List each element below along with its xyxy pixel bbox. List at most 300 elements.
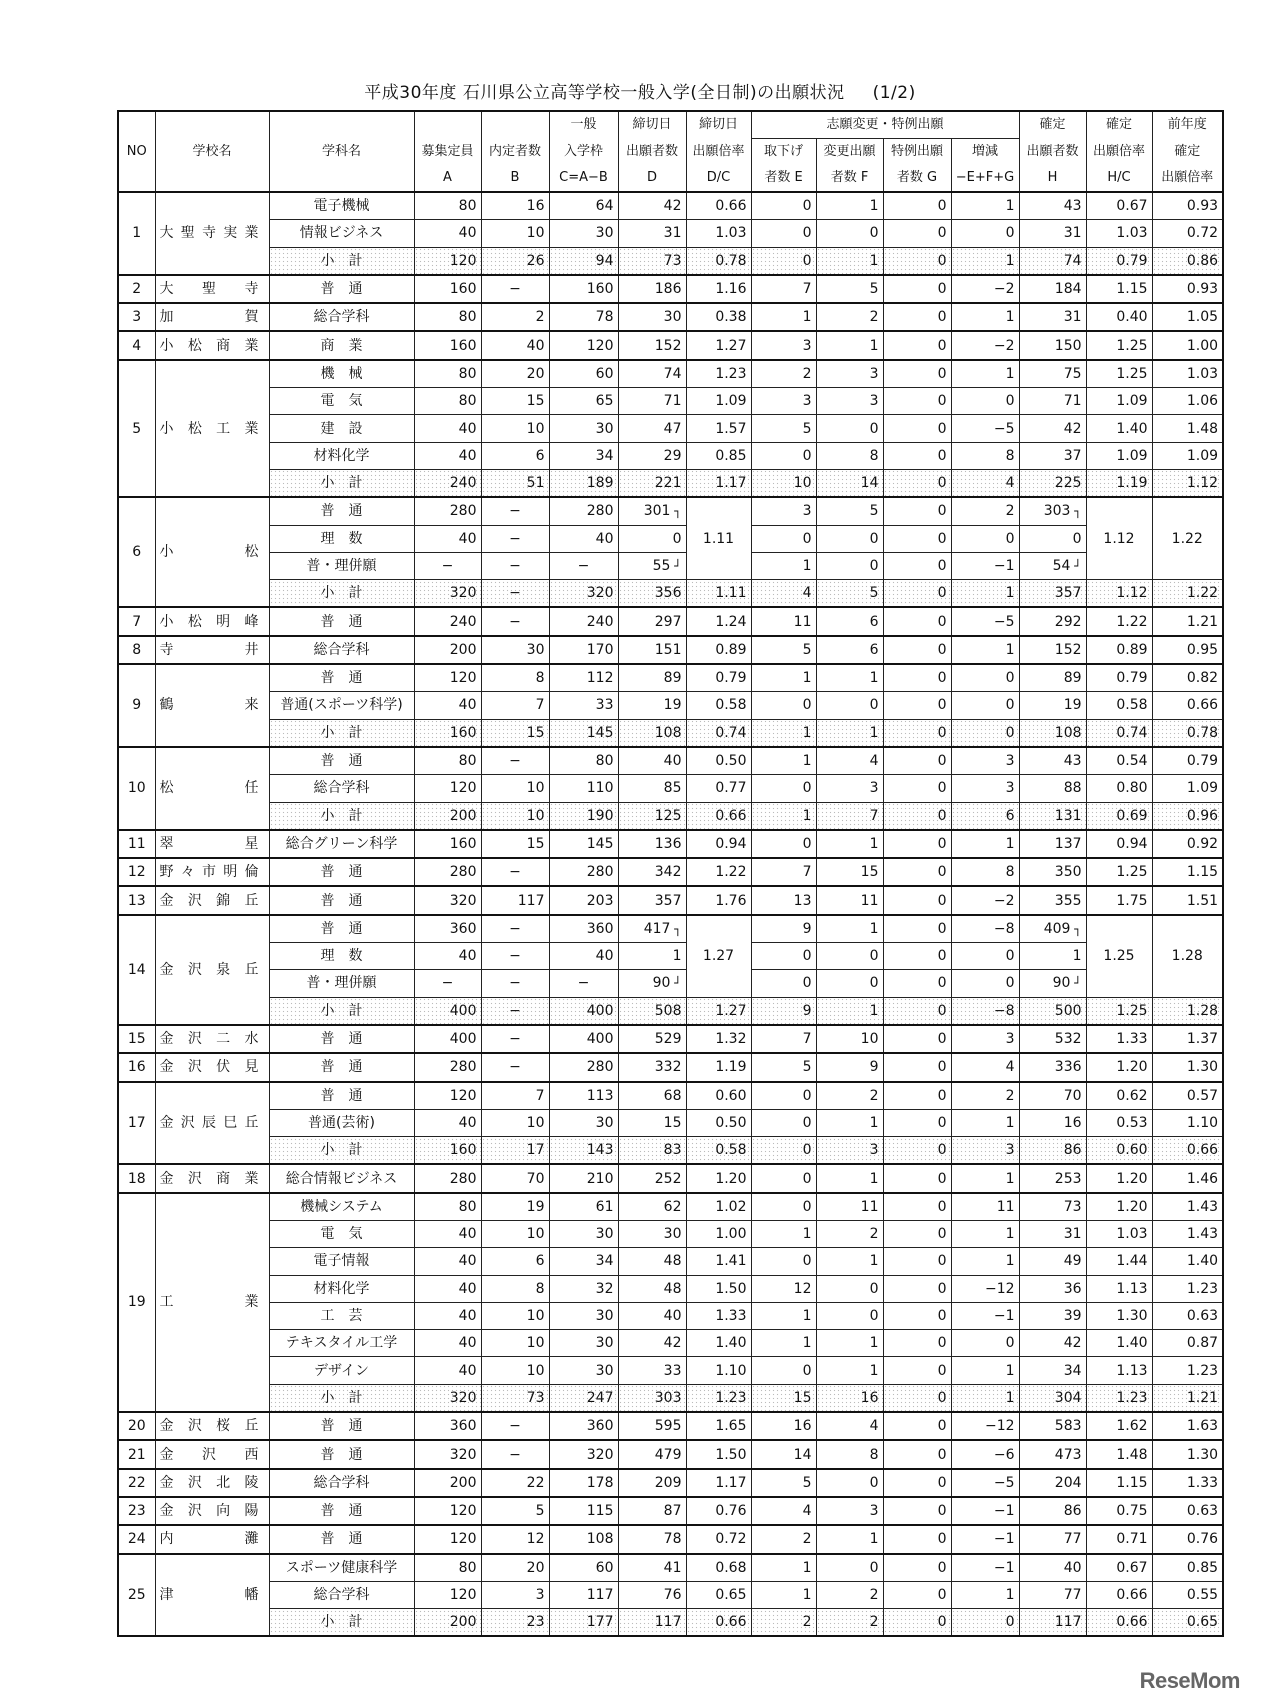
department-name: 総合学科 — [269, 775, 414, 802]
school-number: 20 — [118, 1412, 155, 1440]
cell-a: 40 — [414, 1302, 481, 1329]
cell-hc: 1.15 — [1086, 275, 1152, 303]
cell-diff: 1 — [951, 1220, 1019, 1247]
table-row — [118, 1554, 1223, 1582]
cell-diff: 1 — [951, 1357, 1019, 1384]
cell-hc: 1.20 — [1086, 1053, 1152, 1081]
cell-e: 0 — [751, 1357, 816, 1384]
cell-d: 41 — [618, 1554, 686, 1582]
cell-b: − — [481, 607, 549, 635]
table-row — [118, 1248, 1223, 1275]
department-name: 機 械 — [269, 360, 414, 388]
cell-g: 0 — [883, 692, 951, 719]
cell-e: 10 — [751, 469, 816, 497]
cell-b: − — [481, 997, 549, 1025]
department-name: 普 通 — [269, 1053, 414, 1081]
cell-prev: 0.76 — [1152, 1525, 1223, 1553]
cell-diff: 1 — [951, 360, 1019, 388]
cell-dc: 0.89 — [686, 636, 751, 664]
cell-e: 1 — [751, 1330, 816, 1357]
department-name: 総合情報ビジネス — [269, 1164, 414, 1192]
cell-e: 14 — [751, 1440, 816, 1468]
cell-f: 1 — [816, 1109, 883, 1136]
cell-dc: 1.65 — [686, 1412, 751, 1440]
school-number: 22 — [118, 1469, 155, 1497]
prev-merged-ratio: 1.28 — [1152, 915, 1223, 997]
cell-d: 40 — [618, 1302, 686, 1329]
department-name: 小 計 — [269, 1137, 414, 1165]
header-d-3: D — [618, 165, 686, 192]
cell-e: 1 — [751, 747, 816, 775]
cell-g: 0 — [883, 1412, 951, 1440]
cell-hc: 1.62 — [1086, 1412, 1152, 1440]
cell-dc: 0.85 — [686, 442, 751, 469]
cell-diff: −8 — [951, 997, 1019, 1025]
department-name: 電子情報 — [269, 1248, 414, 1275]
cell-hc: 1.75 — [1086, 886, 1152, 914]
cell-f: 4 — [816, 1412, 883, 1440]
cell-g: 0 — [883, 775, 951, 802]
cell-h: 73 — [1019, 1193, 1086, 1221]
cell-h: 43 — [1019, 192, 1086, 220]
bracket-icon: ┘ — [670, 559, 682, 573]
department-name: 総合学科 — [269, 636, 414, 664]
cell-h: 409 ┐ — [1019, 915, 1086, 943]
table-row — [118, 1220, 1223, 1247]
header-diff-2: −E+F+G — [951, 165, 1019, 192]
cell-prev: 1.43 — [1152, 1193, 1223, 1221]
cell-diff: −1 — [951, 552, 1019, 579]
department-name: 工 芸 — [269, 1302, 414, 1329]
school-number: 3 — [118, 303, 155, 331]
cell-d: 40 — [618, 747, 686, 775]
school-name: 寺井 — [155, 636, 269, 664]
cell-b: − — [481, 915, 549, 943]
table-row — [118, 1137, 1223, 1165]
cell-h: 532 — [1019, 1025, 1086, 1053]
department-name: 普・理併願 — [269, 970, 414, 997]
cell-diff: 1 — [951, 1581, 1019, 1608]
cell-g: 0 — [883, 442, 951, 469]
cell-diff: 1 — [951, 1109, 1019, 1136]
cell-a: 200 — [414, 1469, 481, 1497]
bracket-icon: ┘ — [1070, 976, 1082, 991]
cell-dc: 1.09 — [686, 388, 751, 415]
cell-g: 0 — [883, 997, 951, 1025]
department-name: 普 通 — [269, 497, 414, 525]
cell-d: 529 — [618, 1025, 686, 1053]
school-number: 11 — [118, 830, 155, 858]
department-name: 普 通 — [269, 1082, 414, 1110]
cell-h: 583 — [1019, 1412, 1086, 1440]
cell-a: − — [414, 970, 481, 997]
application-status-table — [117, 110, 1224, 1637]
school-name: 大聖寺実業 — [155, 192, 269, 275]
cell-e: 7 — [751, 1025, 816, 1053]
cell-d: 42 — [618, 1330, 686, 1357]
cell-f: 3 — [816, 775, 883, 802]
cell-diff: 0 — [951, 1330, 1019, 1357]
cell-hc: 0.66 — [1086, 1581, 1152, 1608]
cell-a: 80 — [414, 388, 481, 415]
header-school: 学校名 — [155, 111, 269, 192]
cell-h: 54 ┘ — [1019, 552, 1086, 579]
cell-d: 30 — [618, 1220, 686, 1247]
cell-h: 350 — [1019, 858, 1086, 886]
cell-c: 113 — [549, 1082, 618, 1110]
cell-g: 0 — [883, 915, 951, 943]
cell-hc: 0.62 — [1086, 1082, 1152, 1110]
cell-d: 595 — [618, 1412, 686, 1440]
cell-g: 0 — [883, 830, 951, 858]
header-d-2: 出願者数 — [618, 139, 686, 166]
school-name: 翠星 — [155, 830, 269, 858]
cell-f: 6 — [816, 636, 883, 664]
cell-c: 189 — [549, 469, 618, 497]
cell-c: 32 — [549, 1275, 618, 1302]
table-row — [118, 303, 1223, 331]
cell-h: 292 — [1019, 607, 1086, 635]
cell-prev: 0.66 — [1152, 1137, 1223, 1165]
bracket-icon: ┘ — [670, 976, 682, 991]
cell-e: 7 — [751, 858, 816, 886]
header-dc-2: 出願倍率 — [686, 139, 751, 166]
cell-c: 33 — [549, 692, 618, 719]
cell-f: 0 — [816, 943, 883, 970]
cell-d: 417 ┐ — [618, 915, 686, 943]
cell-g: 0 — [883, 1609, 951, 1637]
cell-c: 117 — [549, 1581, 618, 1608]
cell-dc: 1.33 — [686, 1302, 751, 1329]
school-number: 5 — [118, 360, 155, 497]
cell-a: 360 — [414, 915, 481, 943]
cell-prev: 1.09 — [1152, 442, 1223, 469]
cell-c: − — [549, 970, 618, 997]
cell-hc: 1.44 — [1086, 1248, 1152, 1275]
cell-c: 30 — [549, 1330, 618, 1357]
cell-diff: −12 — [951, 1275, 1019, 1302]
cell-d: 48 — [618, 1248, 686, 1275]
cell-g: 0 — [883, 1302, 951, 1329]
school-name: 内灘 — [155, 1525, 269, 1553]
header-h-3: H — [1019, 165, 1086, 192]
cell-diff: −2 — [951, 331, 1019, 359]
cell-g: 0 — [883, 303, 951, 331]
table-row — [118, 525, 1223, 552]
cell-e: 7 — [751, 275, 816, 303]
cell-d: 19 — [618, 692, 686, 719]
cell-e: 16 — [751, 1412, 816, 1440]
cell-f: 0 — [816, 1554, 883, 1582]
cell-diff: −8 — [951, 915, 1019, 943]
cell-a: 240 — [414, 607, 481, 635]
school-name: 金沢向陽 — [155, 1497, 269, 1525]
table-row — [118, 497, 1223, 525]
cell-prev: 0.96 — [1152, 802, 1223, 830]
cell-h: 204 — [1019, 1469, 1086, 1497]
department-name: スポーツ健康科学 — [269, 1554, 414, 1582]
cell-dc: 0.77 — [686, 775, 751, 802]
cell-d: 332 — [618, 1053, 686, 1081]
cell-e: 4 — [751, 1497, 816, 1525]
cell-f: 0 — [816, 552, 883, 579]
cell-f: 3 — [816, 388, 883, 415]
cell-d: 85 — [618, 775, 686, 802]
school-number: 1 — [118, 192, 155, 275]
cell-prev: 0.66 — [1152, 692, 1223, 719]
cell-prev: 0.79 — [1152, 747, 1223, 775]
cell-g: 0 — [883, 858, 951, 886]
cell-h: 150 — [1019, 331, 1086, 359]
school-name: 金沢辰巳丘 — [155, 1082, 269, 1165]
cell-g: 0 — [883, 220, 951, 247]
cell-d: 303 — [618, 1384, 686, 1412]
department-name: 普 通 — [269, 1497, 414, 1525]
department-name: 普 通 — [269, 1525, 414, 1553]
table-row — [118, 1109, 1223, 1136]
cell-f: 1 — [816, 664, 883, 692]
cell-a: 120 — [414, 247, 481, 275]
cell-diff: 0 — [951, 692, 1019, 719]
cell-b: 40 — [481, 331, 549, 359]
cell-diff: −12 — [951, 1412, 1019, 1440]
cell-hc: 1.25 — [1086, 858, 1152, 886]
cell-h: 77 — [1019, 1525, 1086, 1553]
cell-h: 31 — [1019, 1220, 1086, 1247]
cell-f: 5 — [816, 275, 883, 303]
cell-diff: 3 — [951, 1025, 1019, 1053]
cell-hc: 1.48 — [1086, 1440, 1152, 1468]
cell-g: 0 — [883, 1248, 951, 1275]
cell-dc: 0.58 — [686, 692, 751, 719]
cell-a: 400 — [414, 1025, 481, 1053]
cell-b: 8 — [481, 1275, 549, 1302]
cell-hc: 1.12 — [1086, 580, 1152, 608]
cell-h: 75 — [1019, 360, 1086, 388]
cell-hc: 1.25 — [1086, 997, 1152, 1025]
cell-dc: 1.41 — [686, 1248, 751, 1275]
cell-g: 0 — [883, 1109, 951, 1136]
cell-h: 36 — [1019, 1275, 1086, 1302]
cell-b: − — [481, 943, 549, 970]
cell-d: 33 — [618, 1357, 686, 1384]
cell-d: 117 — [618, 1609, 686, 1637]
cell-f: 8 — [816, 442, 883, 469]
dc-merged-ratio: 1.27 — [686, 915, 751, 997]
cell-prev: 1.43 — [1152, 1220, 1223, 1247]
cell-diff: 6 — [951, 802, 1019, 830]
cell-prev: 0.87 — [1152, 1330, 1223, 1357]
cell-h: 108 — [1019, 719, 1086, 747]
cell-a: 80 — [414, 360, 481, 388]
cell-c: 320 — [549, 580, 618, 608]
cell-d: 297 — [618, 607, 686, 635]
header-no: NO — [118, 111, 155, 192]
cell-b: 6 — [481, 1248, 549, 1275]
cell-h: 152 — [1019, 636, 1086, 664]
cell-f: 0 — [816, 1275, 883, 1302]
cell-g: 0 — [883, 943, 951, 970]
header-a-2: A — [414, 165, 481, 192]
table-row — [118, 1440, 1223, 1468]
cell-g: 0 — [883, 1581, 951, 1608]
cell-d: 89 — [618, 664, 686, 692]
cell-f: 0 — [816, 1302, 883, 1329]
table-row — [118, 1469, 1223, 1497]
cell-diff: −5 — [951, 607, 1019, 635]
school-name: 金沢錦丘 — [155, 886, 269, 914]
cell-diff: 0 — [951, 388, 1019, 415]
cell-b: 20 — [481, 360, 549, 388]
cell-f: 0 — [816, 220, 883, 247]
cell-e: 1 — [751, 552, 816, 579]
cell-a: 40 — [414, 1248, 481, 1275]
cell-diff: 1 — [951, 1384, 1019, 1412]
cell-h: 16 — [1019, 1109, 1086, 1136]
cell-hc: 1.19 — [1086, 469, 1152, 497]
cell-d: 357 — [618, 886, 686, 914]
cell-hc: 0.94 — [1086, 830, 1152, 858]
cell-f: 1 — [816, 331, 883, 359]
cell-e: 2 — [751, 360, 816, 388]
cell-e: 4 — [751, 580, 816, 608]
cell-h: 500 — [1019, 997, 1086, 1025]
cell-h: 43 — [1019, 747, 1086, 775]
cell-prev: 1.12 — [1152, 469, 1223, 497]
school-number: 15 — [118, 1025, 155, 1053]
cell-d: 209 — [618, 1469, 686, 1497]
cell-diff: 2 — [951, 497, 1019, 525]
cell-d: 15 — [618, 1109, 686, 1136]
cell-diff: −1 — [951, 1525, 1019, 1553]
cell-e: 3 — [751, 388, 816, 415]
table-row — [118, 1581, 1223, 1608]
cell-c: 60 — [549, 1554, 618, 1582]
prev-merged-ratio: 1.22 — [1152, 497, 1223, 579]
bracket-icon: ┐ — [1070, 504, 1082, 519]
cell-h: 49 — [1019, 1248, 1086, 1275]
header-h-1: 確定 — [1019, 111, 1086, 139]
school-name: 金沢二水 — [155, 1025, 269, 1053]
table-body — [118, 192, 1223, 1636]
cell-g: 0 — [883, 1554, 951, 1582]
cell-d: 74 — [618, 360, 686, 388]
cell-f: 2 — [816, 1609, 883, 1637]
table-row — [118, 943, 1223, 970]
cell-hc: 1.23 — [1086, 1384, 1152, 1412]
cell-diff: 1 — [951, 636, 1019, 664]
table-row — [118, 719, 1223, 747]
cell-c: 247 — [549, 1384, 618, 1412]
cell-c: 60 — [549, 360, 618, 388]
cell-g: 0 — [883, 1497, 951, 1525]
table-row — [118, 580, 1223, 608]
cell-d: 252 — [618, 1164, 686, 1192]
department-name: 普 通 — [269, 664, 414, 692]
cell-b: 2 — [481, 303, 549, 331]
table-row — [118, 747, 1223, 775]
cell-h: 71 — [1019, 388, 1086, 415]
cell-e: 1 — [751, 303, 816, 331]
cell-f: 1 — [816, 247, 883, 275]
cell-c: 143 — [549, 1137, 618, 1165]
cell-a: 80 — [414, 747, 481, 775]
department-name: 情報ビジネス — [269, 220, 414, 247]
cell-d: 108 — [618, 719, 686, 747]
cell-e: 5 — [751, 636, 816, 664]
cell-g: 0 — [883, 275, 951, 303]
cell-h: 70 — [1019, 1082, 1086, 1110]
cell-e: 1 — [751, 1302, 816, 1329]
cell-e: 0 — [751, 192, 816, 220]
cell-prev: 1.51 — [1152, 886, 1223, 914]
department-name: 材料化学 — [269, 1275, 414, 1302]
cell-e: 12 — [751, 1275, 816, 1302]
cell-a: 160 — [414, 1137, 481, 1165]
cell-c: 64 — [549, 192, 618, 220]
cell-f: 2 — [816, 1581, 883, 1608]
bracket-icon: ┐ — [670, 504, 682, 519]
cell-dc: 1.57 — [686, 415, 751, 442]
cell-b: 30 — [481, 636, 549, 664]
cell-h: 90 ┘ — [1019, 970, 1086, 997]
cell-g: 0 — [883, 664, 951, 692]
cell-diff: 1 — [951, 580, 1019, 608]
cell-a: 360 — [414, 1412, 481, 1440]
cell-prev: 0.86 — [1152, 247, 1223, 275]
department-name: 普 通 — [269, 607, 414, 635]
school-number: 23 — [118, 1497, 155, 1525]
cell-e: 5 — [751, 1053, 816, 1081]
cell-dc: 0.72 — [686, 1525, 751, 1553]
cell-a: 80 — [414, 1554, 481, 1582]
cell-e: 13 — [751, 886, 816, 914]
cell-prev: 1.30 — [1152, 1440, 1223, 1468]
cell-prev: 0.85 — [1152, 1554, 1223, 1582]
cell-prev: 1.10 — [1152, 1109, 1223, 1136]
table-row — [118, 858, 1223, 886]
cell-diff: 1 — [951, 192, 1019, 220]
school-name: 野々市明倫 — [155, 858, 269, 886]
cell-prev: 1.37 — [1152, 1025, 1223, 1053]
cell-diff: 1 — [951, 247, 1019, 275]
cell-prev: 0.78 — [1152, 719, 1223, 747]
cell-g: 0 — [883, 1025, 951, 1053]
cell-dc: 1.22 — [686, 858, 751, 886]
cell-a: 160 — [414, 719, 481, 747]
cell-d: 125 — [618, 802, 686, 830]
department-name: 電子機械 — [269, 192, 414, 220]
department-name: 商 業 — [269, 331, 414, 359]
cell-h: 42 — [1019, 1330, 1086, 1357]
cell-c: 190 — [549, 802, 618, 830]
cell-f: 4 — [816, 747, 883, 775]
cell-e: 0 — [751, 1164, 816, 1192]
cell-d: 78 — [618, 1525, 686, 1553]
header-dc-1: 締切日 — [686, 111, 751, 139]
cell-b: 5 — [481, 1497, 549, 1525]
cell-g: 0 — [883, 719, 951, 747]
cell-d: 55 ┘ — [618, 552, 686, 579]
table-row — [118, 1609, 1223, 1637]
cell-b: 70 — [481, 1164, 549, 1192]
cell-c: 30 — [549, 1220, 618, 1247]
cell-hc: 1.25 — [1086, 360, 1152, 388]
cell-c: 30 — [549, 220, 618, 247]
cell-g: 0 — [883, 1082, 951, 1110]
cell-a: 40 — [414, 1275, 481, 1302]
cell-f: 0 — [816, 692, 883, 719]
